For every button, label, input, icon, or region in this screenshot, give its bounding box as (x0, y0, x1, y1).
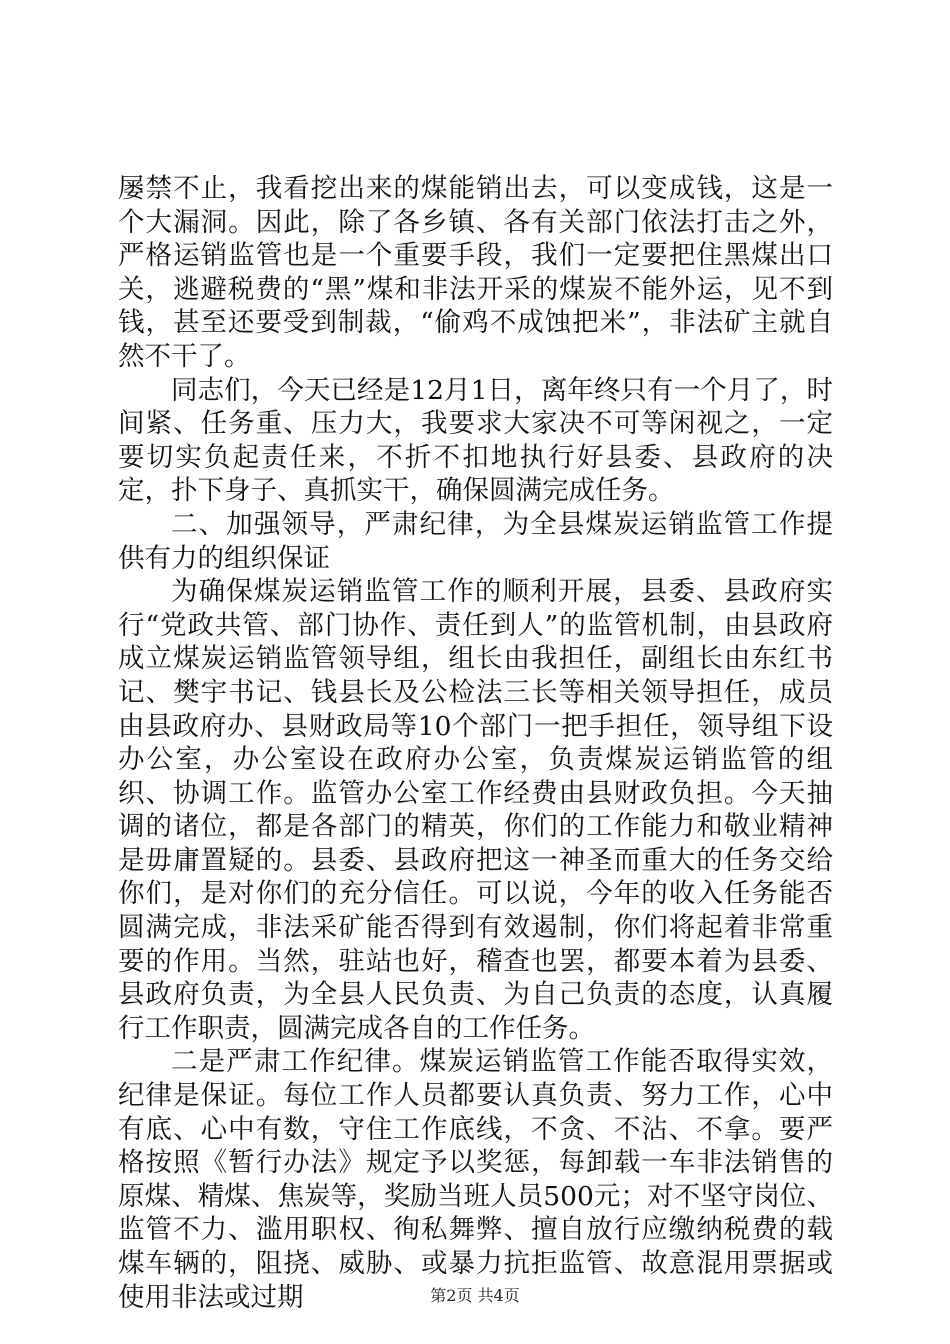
section-heading: 二、加强领导，严肃纪律，为全县煤炭运销监管工作提供有力的组织保证 (118, 508, 833, 574)
document-body (118, 172, 833, 1314)
paragraph-organization: 为确保煤炭运销监管工作的顺利开展，县委、县政府实行“党政共管、部门协作、责任到人”的监管机制，由县政府成立煤炭运销监管领导组，组长由我担任，副组长由东红书记、樊宇书记、钱县长及公检法三长等相关领导担任，成员由县政府办、县财政局等10个部门一把手担任，领导组下设办公室，办公室设在政府办公室，负责煤炭运销监管的组织、协调工作。监管办公室工作经费由县财政负担。今天抽调的诸位，都是各部门的精英，你们的工作能力和敬业精神是毋庸置疑的。县委、县政府把这一神圣而重大的任务交给你们，是对你们的充分信任。可以说，今年的收入任务能否圆满完成，非法采矿能否得到有效遏制，你们将起着非常重要的作用。当然，驻站也好，稽查也罢，都要本着为县委、县政府负责，为全县人民负责、为自己负责的态度，认真履行工作职责，圆满完成各自的工作任务。 (118, 576, 833, 1044)
paragraph-discipline: 二是严肃工作纪律。煤炭运销监管工作能否取得实效，纪律是保证。每位工作人员都要认真负责、努力工作，心中有底、心中有数，守住工作底线，不贪、不沾、不拿。要严格按照《暂行办法》规定予以奖惩，每卸载一车非法销售的原煤、精煤、焦炭等，奖励当班人员500元；对不坚守岗位、监管不力、滥用职权、徇私舞弊、擅自放行应缴纳税费的载煤车辆的，阻挠、威胁、或暴力抗拒监管、故意混用票据或使用非法或过期 (118, 1046, 833, 1313)
page-footer: 第2页 共4页 (430, 1286, 520, 1305)
paragraph-continued: 屡禁不止，我看挖出来的煤能销出去，可以变成钱，这是一个大漏洞。因此，除了各乡镇、各有关部门依法打击之外，严格运销监管也是一个重要手段，我们一定要把住黑煤出口关，逃避税费的“黑”煤和非法开采的煤炭不能外运，见不到钱，甚至还要受到制裁，“偷鸡不成蚀把米”，非法矿主就自然不干了。 (118, 173, 833, 372)
paragraph-deadline: 同志们，今天已经是12月1日，离年终只有一个月了，时间紧、任务重、压力大，我要求大家决不可等闲视之，一定要切实负起责任来，不折不扣地执行好县委、县政府的决定，扑下身子、真抓实干，确保圆满完成任务。 (118, 374, 833, 507)
